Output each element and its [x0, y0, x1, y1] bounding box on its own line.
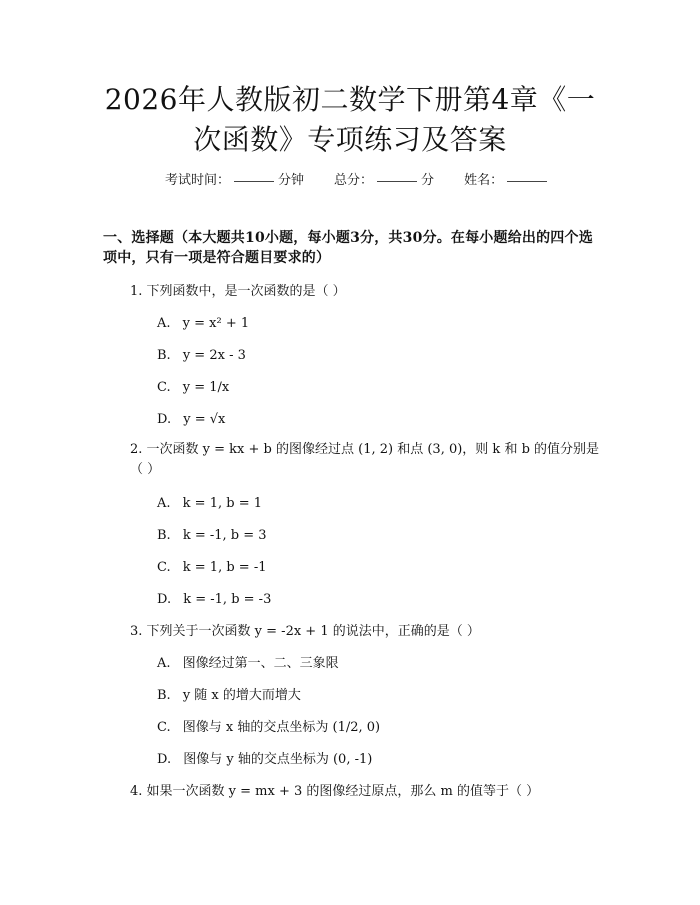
- option-label: C.: [157, 560, 171, 575]
- question-2-option-c: [157, 558, 577, 578]
- option-text: 图像经过第一、二、三象限: [182, 656, 339, 671]
- option-text: 图像与 y 轴的交点坐标为 (0, -1): [183, 752, 373, 767]
- option-label: C.: [157, 720, 171, 735]
- option-label: B.: [157, 348, 171, 363]
- name-blank: [507, 168, 547, 182]
- option-label: B.: [157, 688, 171, 703]
- option-label: D.: [157, 752, 172, 767]
- question-2-option-b: [157, 526, 577, 546]
- question-2: [130, 440, 600, 480]
- exam-time-unit: 分钟: [278, 173, 305, 188]
- option-text: k = -1, b = 3: [182, 528, 267, 543]
- option-text: 图像与 x 轴的交点坐标为 (1/2, 0): [182, 720, 381, 735]
- section-title: 一、选择题（本大题共10小题，每小题3分，共30分。在每小题给出的四个选项中，只有一项是符合题目要求的）: [103, 230, 593, 266]
- option-label: A.: [157, 316, 171, 331]
- option-text: y = 1/x: [182, 380, 230, 395]
- question-3-option-d: [157, 750, 577, 770]
- option-text: y = 2x - 3: [182, 348, 246, 363]
- question-1-option-c: [157, 378, 577, 398]
- question-3: [130, 622, 600, 642]
- name-field: [464, 170, 547, 190]
- question-3-option-a: [157, 654, 577, 674]
- question-text: 下列关于一次函数 y = -2x + 1 的说法中，正确的是（ ）: [146, 624, 480, 639]
- question-number: 1.: [130, 284, 143, 299]
- option-text: k = -1, b = -3: [183, 592, 272, 607]
- question-3-option-c: [157, 718, 577, 738]
- score-field: [334, 170, 434, 190]
- question-2-option-d: [157, 590, 577, 610]
- question-text: 下列函数中，是一次函数的是（ ）: [146, 284, 346, 299]
- option-text: y = x² + 1: [182, 316, 250, 331]
- exam-time-field: [165, 170, 304, 190]
- option-label: D.: [157, 412, 172, 427]
- exam-time-label: 考试时间：: [165, 173, 231, 188]
- option-text: y 随 x 的增大而增大: [182, 688, 301, 703]
- question-1-option-d: [157, 410, 577, 430]
- exam-time-blank: [234, 168, 274, 182]
- question-number: 4.: [130, 784, 143, 799]
- question-text: 如果一次函数 y = mx + 3 的图像经过原点，那么 m 的值等于（ ）: [146, 784, 540, 799]
- option-label: C.: [157, 380, 171, 395]
- option-label: B.: [157, 528, 171, 543]
- question-1: [130, 282, 600, 302]
- question-2-option-a: [157, 494, 577, 514]
- option-label: D.: [157, 592, 172, 607]
- exam-info: [165, 170, 545, 190]
- option-text: y = √x: [183, 412, 226, 427]
- score-blank: [377, 168, 417, 182]
- question-text: 一次函数 y = kx + b 的图像经过点 (1, 2) 和点 (3, 0)，则 k 和 b 的值分别是（ ）: [130, 442, 600, 477]
- question-number: 3.: [130, 624, 143, 639]
- document-title: 2026年人教版初二数学下册第4章《一次函数》专项练习及答案: [104, 83, 596, 156]
- score-label: 总分：: [334, 173, 374, 188]
- option-label: A.: [157, 656, 171, 671]
- question-1-option-b: [157, 346, 577, 366]
- question-3-option-b: [157, 686, 577, 706]
- question-number: 2.: [130, 442, 143, 457]
- score-unit: 分: [421, 173, 435, 188]
- question-4: [130, 782, 600, 802]
- option-label: A.: [157, 496, 171, 511]
- option-text: k = 1, b = -1: [182, 560, 267, 575]
- question-1-option-a: [157, 314, 577, 334]
- option-text: k = 1, b = 1: [182, 496, 262, 511]
- name-label: 姓名：: [464, 173, 504, 188]
